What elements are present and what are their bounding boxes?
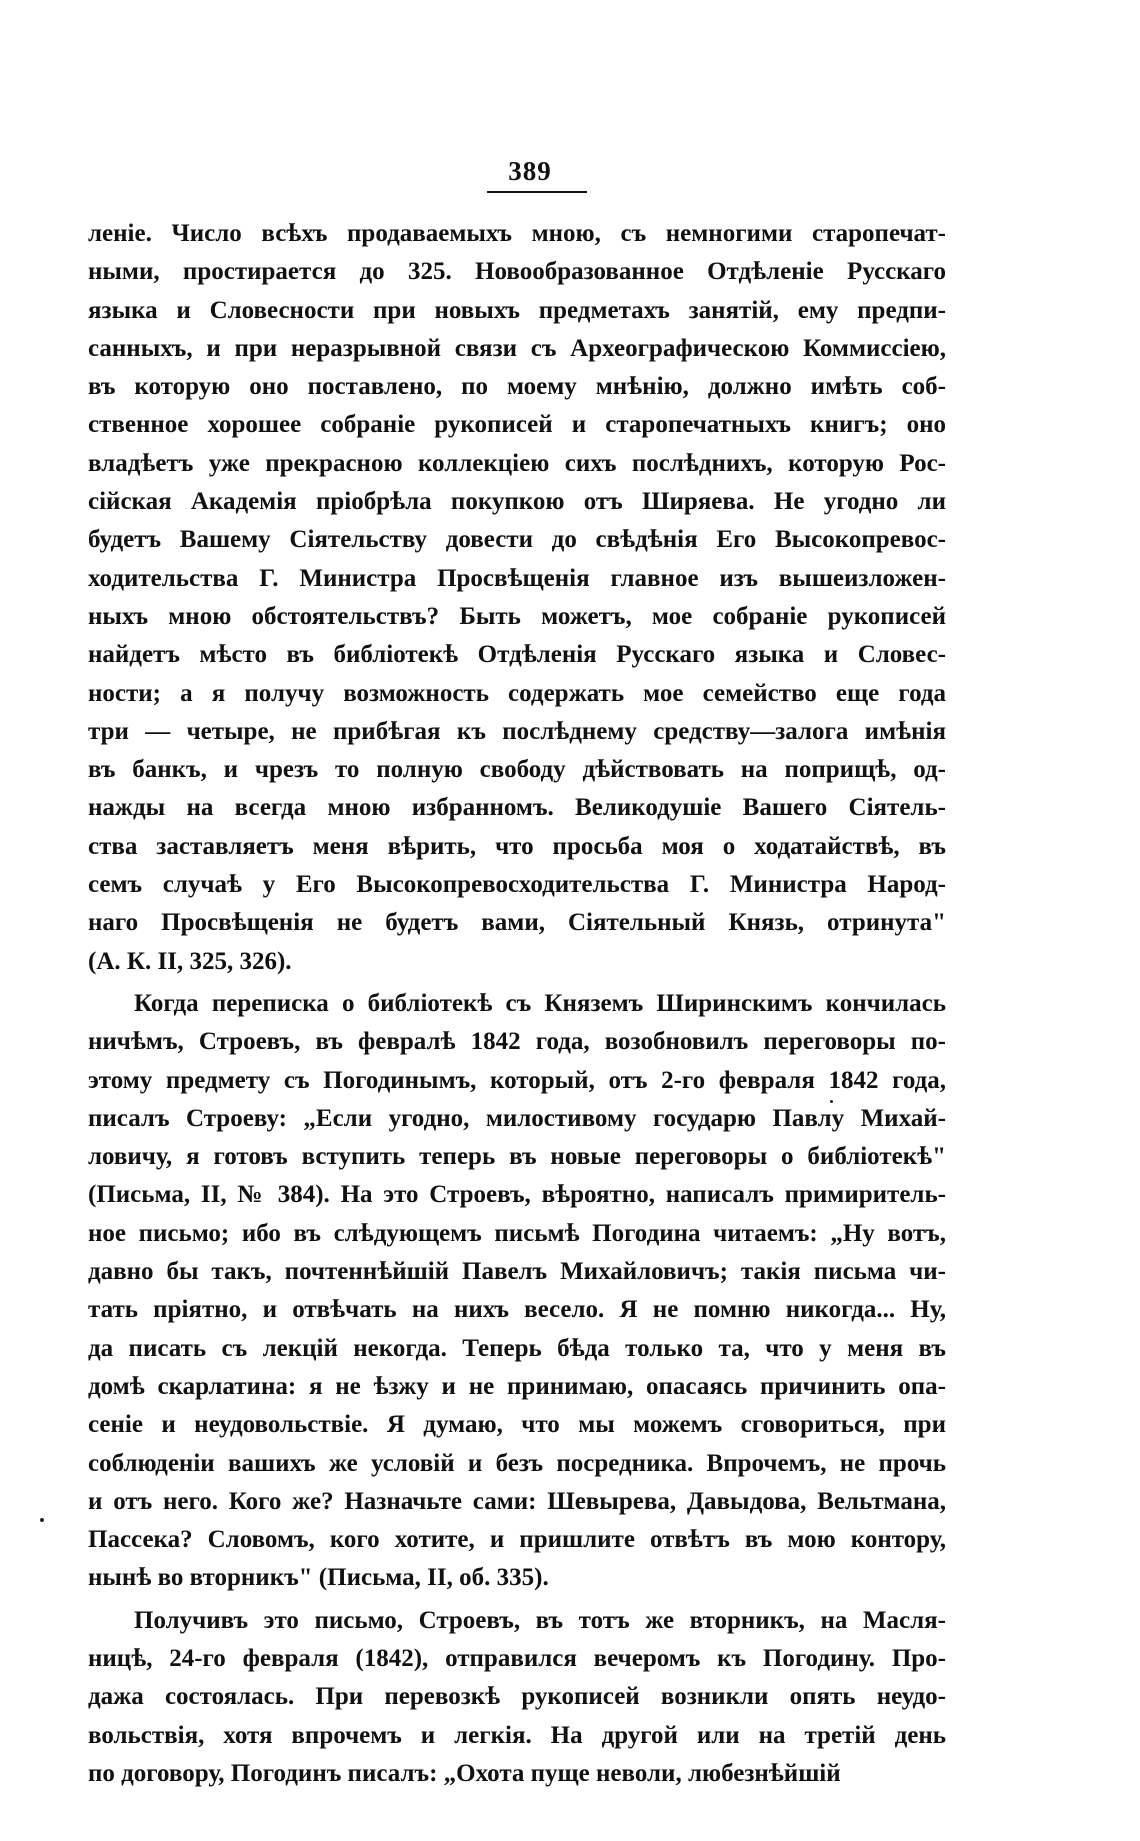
text-line: тать прiятно, и отвѣчать на нихъ весело. Я не помню никогда... Ну, [88,1296,946,1324]
text-line: (Письма, II, № 384). На это Строевъ, вѣроятно, написалъ примиритель- [88,1181,946,1209]
text-line: владѣетъ уже прекрасною коллекцiею сихъ послѣднихъ, которую Рос- [88,449,946,477]
text-line: по договору, Погодинъ писалъ: „Охота пуще неволи, любезнѣйшiй [88,1759,841,1787]
paragraph [88,981,946,1598]
page-number: 389 [508,156,552,186]
text-line: сенiе и неудовольствiе. Я думаю, что мы можемъ сговориться, при [88,1411,946,1439]
text-line: ницѣ, 24-го февраля (1842), отправился вечеромъ къ Погодину. Про- [88,1644,946,1672]
text-line: семъ случаѣ у Его Высокопревосходительства Г. Министра Народ- [88,871,946,899]
text-line: ничѣмъ, Строевъ, въ февралѣ 1842 года, возобновилъ переговоры по- [88,1028,946,1056]
text-line: давно бы такъ, почтеннѣйшiй Павелъ Михайловичъ; такiя письма чи- [88,1258,946,1286]
text-line: нынѣ во вторникъ" (Письма, II, об. 335). [88,1564,549,1592]
text-line: три — четыре, не прибѣгая къ послѣднему средству—залога имѣнiя [88,717,946,745]
text-line: найдетъ мѣсто въ библiотекѣ Отдѣленiя Русскаго языка и Словес- [88,641,946,669]
text-line: ства заставляетъ меня вѣрить, что просьба моя о ходатайствѣ, въ [88,832,946,860]
text-line: (А. К. II, 325, 326). [88,947,292,975]
text-line: въ банкъ, и чрезъ то полную свободу дѣйствовать на поприщѣ, од- [88,756,946,784]
text-line: Когда переписка о библiотекѣ съ Княземъ Ширинскимъ кончилась [134,989,946,1017]
text-line: нажды на всегда мною избранномъ. Великодушiе Вашего Сiятель- [88,794,946,822]
text-line: писалъ Строеву: „Если угодно, милостивому государю Павлу Михай- [88,1104,946,1132]
text-line: Получивъ это письмо, Строевъ, въ тотъ же вторникъ, на Масля- [134,1606,946,1634]
text-line: ными, простирается до 325. Новообразованное Отдѣленiе Русскаго [88,258,946,286]
body-text [88,215,946,1793]
paragraph [88,215,946,981]
text-line: ловичу, я готовъ вступить теперь въ новые переговоры о библiотекѣ" [88,1143,946,1171]
text-line: ственное хорошее собранiе рукописей и старопечатныхъ книгъ; оно [88,411,946,439]
text-line: домѣ скарлатина: я не ѣзжу и не принимаю, опасаясь причинить опа- [88,1372,946,1400]
text-line: сiйская Академiя прiобрѣла покупкою отъ Ширяева. Не угодно ли [88,488,946,516]
page-number-rule [487,191,587,193]
text-line: въ которую оно поставлено, по моему мнѣнiю, должно имѣть соб- [88,373,946,401]
text-line: языка и Словесности при новыхъ предметахъ занятiй, ему предпи- [88,296,946,324]
text-line: и отъ него. Кого же? Назначьте сами: Шевырева, Давыдова, Вельтмана, [88,1487,946,1515]
text-line: будетъ Вашему Сiятельству довести до свѣдѣнiя Его Высокопревос- [88,526,946,554]
text-line: вольствiя, хотя впрочемъ и легкiя. На другой или на третiй день [88,1721,946,1749]
text-line: ныхъ мною обстоятельствъ? Быть можетъ, мое собранiе рукописей [88,602,946,630]
text-line: соблюденiи вашихъ же условiй и безъ посредника. Впрочемъ, не прочь [88,1449,946,1477]
paragraph [88,1598,946,1793]
scan-speck [830,1100,833,1103]
text-line: да писать съ лекцiй некогда. Теперь бѣда только та, что у меня въ [88,1334,946,1362]
text-line: наго Просвѣщенiя не будетъ вами, Сiятельный Князь, отринута" [88,909,946,937]
text-line: этому предмету съ Погодинымъ, который, отъ 2-го февраля 1842 года, [88,1066,946,1094]
text-line: ленiе. Число всѣхъ продаваемыхъ мною, съ немногими старопечат- [88,220,946,247]
text-line: ходительства Г. Министра Просвѣщенiя главное изъ вышеизложен- [88,564,946,592]
text-line: дажа состоялась. При перевозкѣ рукописей возникли опять неудо- [88,1683,946,1711]
text-line: ности; а я получу возможность содержать мое семейство еще года [88,679,946,707]
scan-speck [40,1518,44,1522]
text-line: Пассека? Словомъ, кого хотите, и пришлите отвѣтъ въ мою контору, [88,1526,946,1554]
text-line: санныхъ, и при неразрывной связи съ Археографическою Коммиссiею, [88,334,946,362]
text-line: ное письмо; ибо въ слѣдующемъ письмѣ Погодина читаемъ: „Ну вотъ, [88,1219,946,1247]
